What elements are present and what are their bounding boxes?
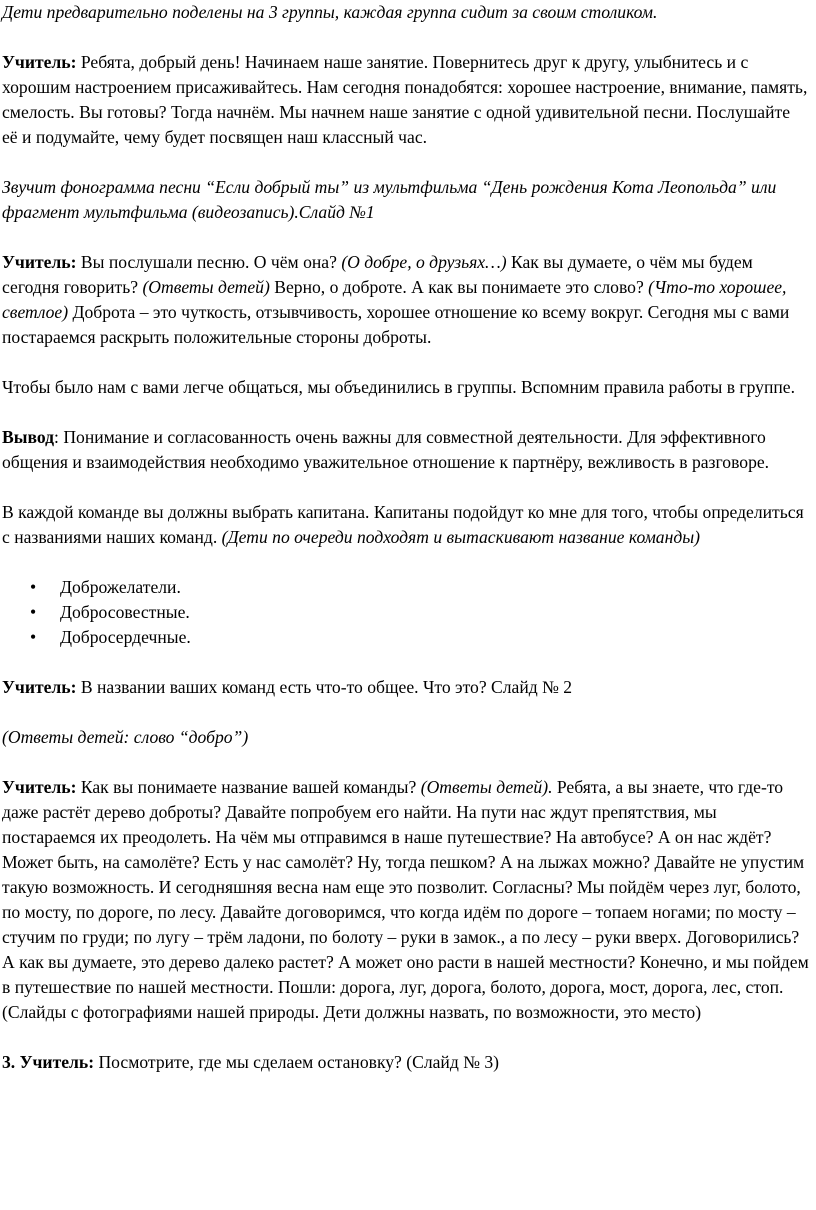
answer-italic: (Что-то хорошее, светлое) bbox=[2, 277, 787, 322]
paragraph-text: Ребята, добрый день! Начинаем наше занятие. Повернитесь друг к другу, улыбнитесь и с хорошим настроением присаживайтесь. Нам сегодня понадобятся: хорошее настроение, внимание, память, смелость. Вы готовы? Тогда начнём. Мы начнем наше занятие с одной удивительной песни. Послушайте её и подумайте, чему будет посвящен наш классный час. bbox=[2, 52, 808, 147]
speaker-label: Учитель: bbox=[2, 252, 77, 272]
intro-paragraph bbox=[2, 0, 810, 25]
speaker-label: 3. Учитель: bbox=[2, 1052, 95, 1072]
conclusion-paragraph bbox=[2, 425, 810, 475]
captains-paragraph bbox=[2, 500, 810, 550]
answer-italic: (О добре, о друзьях…) bbox=[341, 252, 507, 272]
speaker-label: Учитель: bbox=[2, 677, 77, 697]
groups-paragraph bbox=[2, 375, 810, 400]
answer-italic: (Ответы детей). bbox=[420, 777, 553, 797]
captains-italic: (Дети по очереди подходят и вытаскивают название команды) bbox=[221, 527, 701, 547]
conclusion-label: Вывод bbox=[2, 427, 55, 447]
paragraph-text: Как вы думаете, о чём мы будем сегодня говорить? bbox=[2, 252, 753, 297]
list-item: • Добросердечные. bbox=[2, 625, 810, 650]
speaker-label: Учитель: bbox=[2, 777, 77, 797]
song-note-paragraph bbox=[2, 175, 810, 225]
speaker-label: Учитель: bbox=[2, 52, 77, 72]
paragraph-text: В названии ваших команд есть что-то общее. Что это? Слайд № 2 bbox=[76, 677, 573, 697]
teacher-journey-paragraph bbox=[2, 775, 810, 1025]
paragraph-text: Чтобы было нам с вами легче общаться, мы объединились в группы. Вспомним правила работы в группе. bbox=[2, 377, 796, 397]
paragraph-text: В каждой команде вы должны выбрать капитана. Капитаны подойдут ко мне для того, чтобы определиться с названиями наших команд. bbox=[2, 502, 804, 547]
paragraph-text: Ребята, а вы знаете, что где-то даже растёт дерево доброты? Давайте попробуем его найти. На пути нас ждут препятствия, мы постараемся их преодолеть. На чём мы отправимся в наше путешествие? На автобусе? А он нас ждёт? Может быть, на самолёте? Есть у нас самолёт? Ну, тогда пешком? А на лыжах можно? Давайте не упустим такую возможность. И сегодняшняя весна нам еще это позволит. Согласны? Мы пойдём через луг, болото, по мосту, по дороге, по лесу. Давайте договоримся, что когда идём по дороге – топаем ногами; по мосту – стучим по груди; по лугу – трём ладони, по болоту – руки в замок., а по лесу – руки вверх. Договорились? А как вы думаете, это дерево далеко растет? А может оно расти в нашей местности? Конечно, и мы пойдем в путешествие по нашей местности. Пошли: дорога, луг, дорога, болото, дорога, мост, дорога, лес, стоп. (Слайды с фотографиями нашей природы. Дети должны назвать, по возможности, это место) bbox=[2, 777, 809, 1022]
paragraph-text: Доброта – это чуткость, отзывчивость, хорошее отношение ко всему вокруг. Сегодня мы с вами постараемся раскрыть положительные стороны доброты. bbox=[2, 302, 790, 347]
paragraph-text: Верно, о доброте. А как вы понимаете это слово? bbox=[269, 277, 649, 297]
team-names-list bbox=[2, 575, 810, 650]
paragraph-text: Как вы понимаете название вашей команды? bbox=[76, 777, 421, 797]
teacher-greeting-paragraph bbox=[2, 50, 810, 150]
stop-paragraph bbox=[2, 1050, 810, 1075]
paragraph-text: : Понимание и согласованность очень важны для совместной деятельности. Для эффективного общения и взаимодействия необходимо уважительное отношение к партнёру, вежливость в разговоре. bbox=[2, 427, 770, 472]
children-answer-paragraph bbox=[2, 725, 810, 750]
paragraph-text: Вы послушали песню. О чём она? bbox=[76, 252, 342, 272]
teacher-common-paragraph bbox=[2, 675, 810, 700]
paragraph-text: Посмотрите, где мы сделаем остановку? (Слайд № 3) bbox=[94, 1052, 500, 1072]
list-item: • Доброжелатели. bbox=[2, 575, 810, 600]
teacher-song-paragraph bbox=[2, 250, 810, 350]
list-item: • Добросовестные. bbox=[2, 600, 810, 625]
answer-italic: (Ответы детей: слово “добро”) bbox=[2, 727, 249, 747]
song-note-italic: Звучит фонограмма песни “Если добрый ты” из мультфильма “День рождения Кота Леопольда” или фрагмент мультфильма (видеозапись).Слайд №1 bbox=[2, 177, 777, 222]
answer-italic: (Ответы детей) bbox=[142, 277, 270, 297]
intro-italic: Дети предварительно поделены на 3 группы, каждая группа сидит за своим столиком. bbox=[2, 2, 658, 22]
